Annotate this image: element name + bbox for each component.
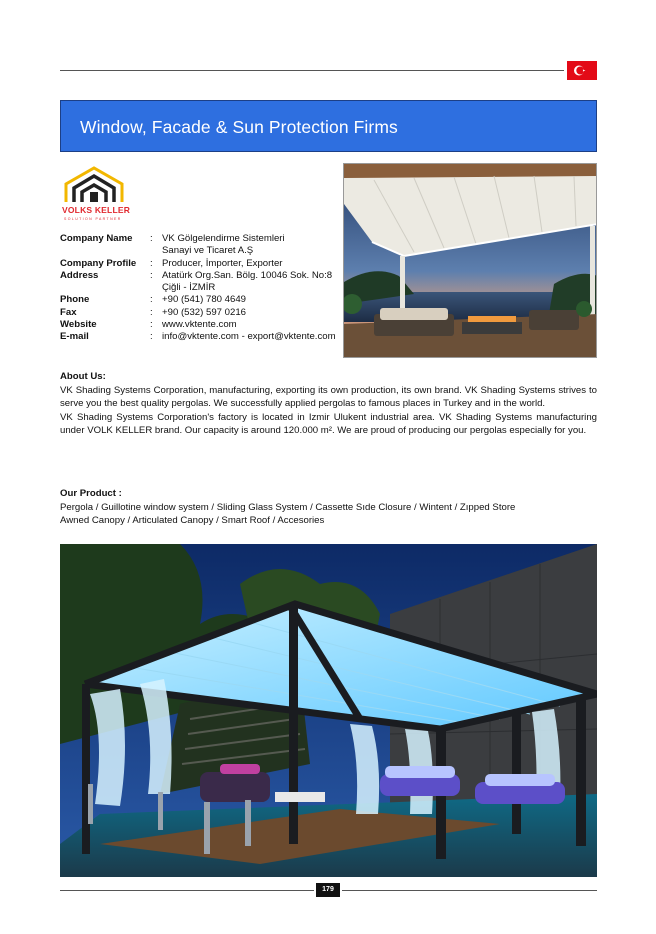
company-name-line1: VK Gölgelendirme Sistemleri [162, 233, 285, 244]
info-colon: : [150, 306, 153, 318]
info-colon: : [150, 319, 153, 331]
company-name-line2: Sanayi ve Ticaret A.Ş [162, 245, 254, 257]
product-section [60, 487, 597, 528]
info-label: Fax [60, 306, 77, 318]
address-line2: Çiğli - İZMİR [162, 282, 216, 294]
info-label: Website [60, 319, 97, 331]
fax-value: +90 (532) 597 0216 [162, 306, 247, 318]
info-row-email [60, 331, 350, 343]
info-label: Phone [60, 294, 90, 306]
info-label: E-mail [60, 331, 89, 343]
info-colon: : [150, 294, 153, 306]
info-row-website [60, 319, 350, 331]
info-label: Address [60, 269, 99, 281]
info-row-fax [60, 307, 350, 319]
banner-title: Window, Facade & Sun Protection Firms [80, 117, 398, 137]
website-link[interactable]: www.vktente.com [162, 319, 237, 331]
info-colon: : [150, 331, 153, 343]
info-colon: : [150, 269, 153, 281]
info-label: Company Profile [60, 257, 137, 269]
info-row-company-name [60, 233, 350, 245]
about-heading: About Us: [60, 371, 106, 382]
about-paragraph-2: VK Shading Systems Corporation's factory is located in Izmir Ulukent industrial area. VK Shading Systems manufacturing under VOLK KELLER brand. Our capacity is around 120.000 m². We are proud of producing our pergolas especially for you. [60, 411, 597, 436]
info-row-address [60, 270, 350, 282]
info-row-phone [60, 294, 350, 306]
footer-divider-left [60, 890, 314, 891]
info-row-profile [60, 258, 350, 270]
section-banner [60, 100, 597, 152]
info-colon: : [150, 233, 153, 244]
product-list-line-2: Awned Canopy / Articulated Canopy / Smart Roof / Accesories [60, 515, 325, 526]
top-divider [60, 70, 564, 71]
logo-house-icon [60, 164, 150, 206]
footer-divider-right [342, 890, 597, 891]
email-link[interactable]: info@vktente.com - export@vktente.com [162, 331, 336, 343]
about-section [60, 370, 597, 438]
phone-value: +90 (541) 780 4649 [162, 294, 247, 306]
logo-tagline: SOLUTION PARTNER [64, 217, 122, 221]
logo-text: VOLKS KELLER [62, 205, 131, 215]
about-paragraph-1: VK Shading Systems Corporation, manufacturing, exporting its own production, its own brand. VK Shading Systems strives to serve you the best quality pergolas. We successfully applied pergolas to famous places in Turkey and in the world. [60, 384, 597, 409]
address-line1: Atatürk Org.San. Bölg. 10046 Sok. No:8 [162, 269, 333, 281]
info-colon: : [150, 257, 153, 269]
company-logo [60, 164, 150, 226]
pergola-terrace-photo [343, 163, 597, 358]
company-info [60, 233, 350, 344]
product-heading: Our Product : [60, 488, 122, 499]
info-label: Company Name [60, 233, 133, 244]
pergola-night-photo [60, 544, 597, 877]
product-list-line-1: Pergola / Guillotine window system / Sliding Glass System / Cassette Sıde Closure / Wintent / Zıpped Store [60, 501, 516, 513]
turkey-flag-icon [567, 61, 597, 80]
company-profile: Producer, İmporter, Exporter [162, 257, 283, 269]
page-number: 179 [316, 883, 340, 897]
